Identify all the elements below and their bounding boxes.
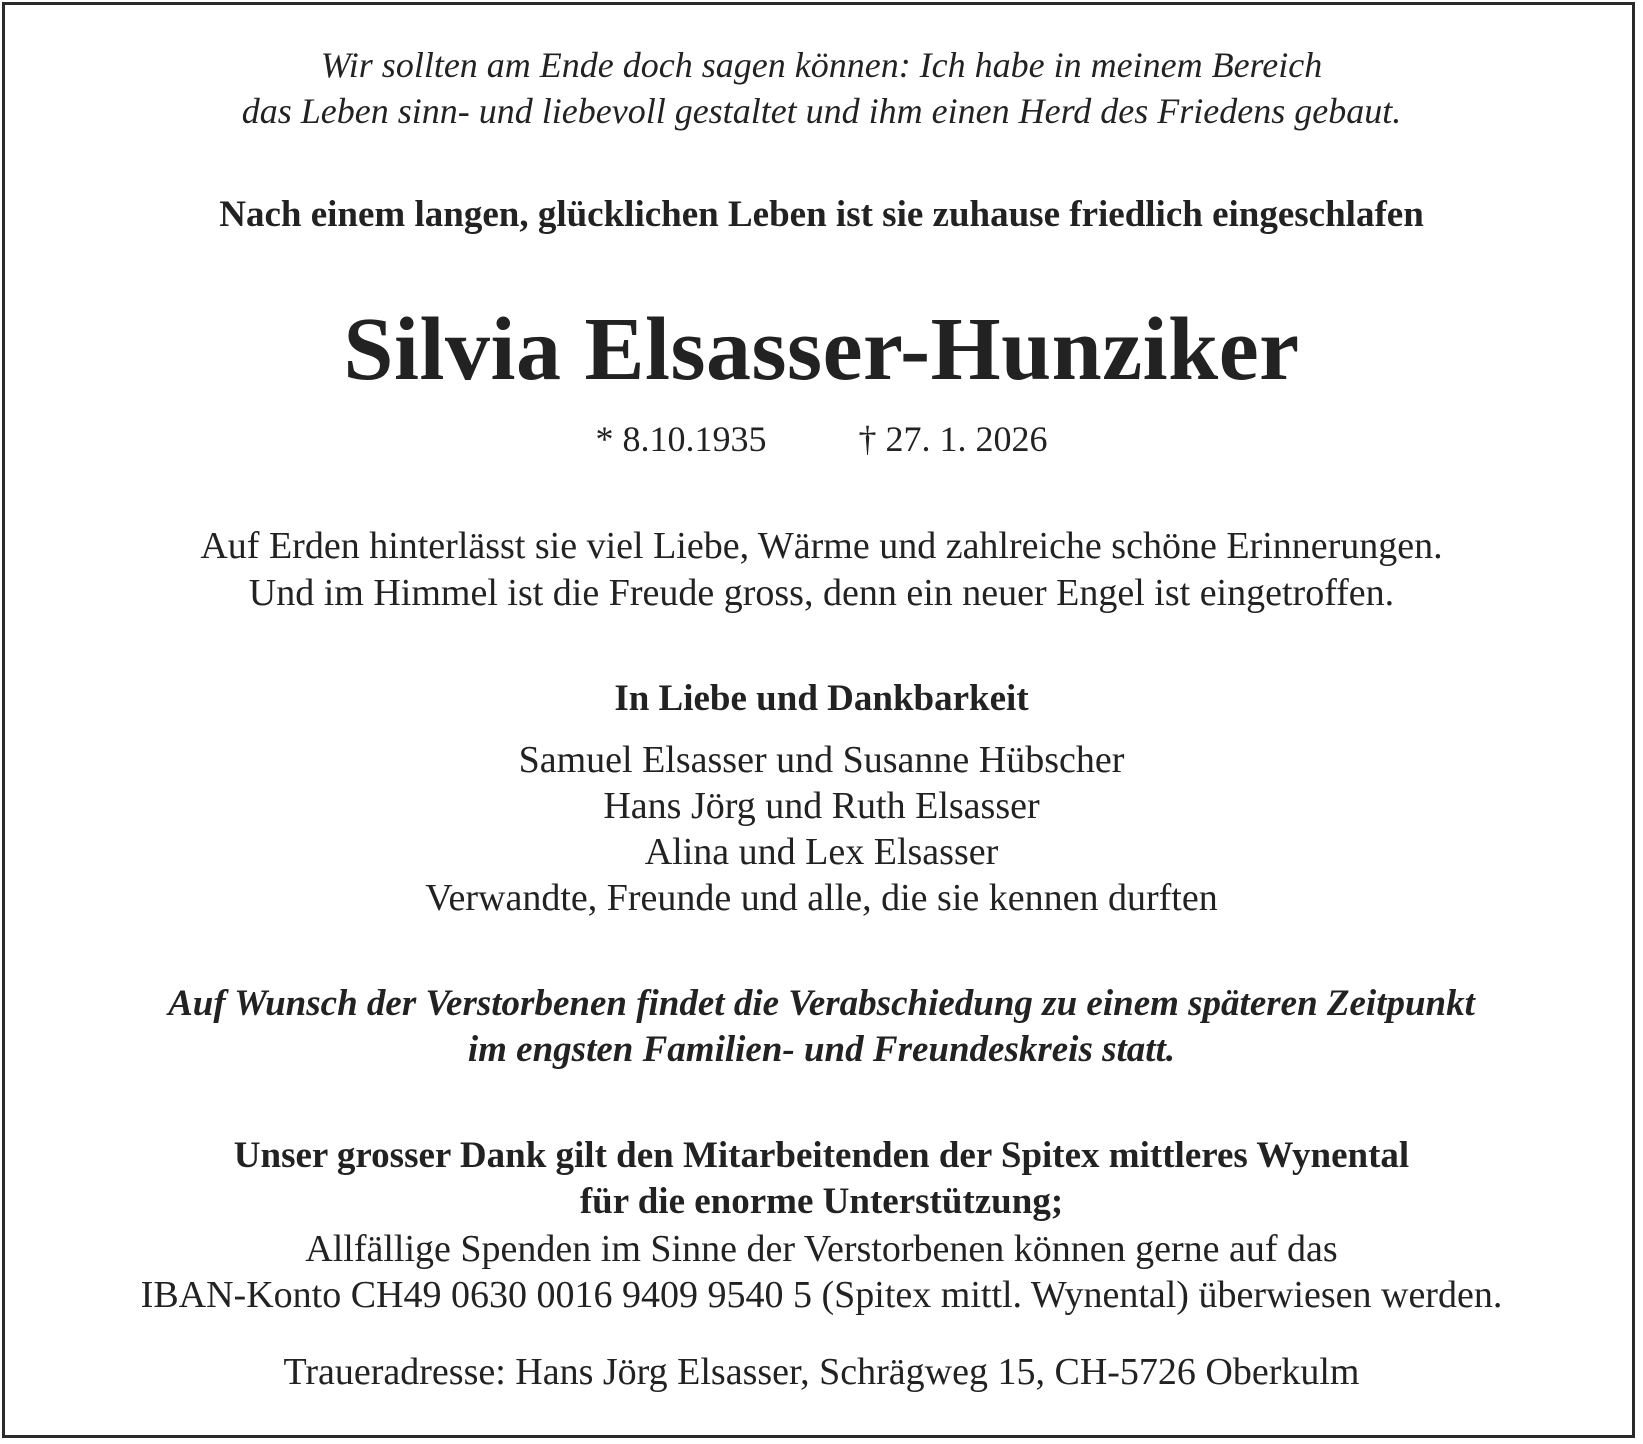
thanks-line-1: Unser grosser Dank gilt den Mitarbeitenden der Spitex mittleres Wynental [233, 1135, 1410, 1176]
tribute-line-2: Und im Himmel ist die Freude gross, denn ein neuer Engel ist eingetroffen. [248, 572, 1395, 614]
deceased-name: Silvia Elsasser-Hunziker [343, 300, 1300, 399]
ceremony-notice-line-1: Auf Wunsch der Verstorbenen findet die Verabschiedung zu einem späteren Zeitpunkt [168, 983, 1475, 1024]
ceremony-notice-line-2: im engsten Familien- und Freundeskreis statt. [467, 1029, 1176, 1070]
mourner-name: Alina und Lex Elsasser [644, 831, 999, 873]
mourning-address: Traueradresse: Hans Jörg Elsasser, Schrägweg 15, CH-5726 Oberkulm [283, 1351, 1360, 1393]
mourner-name: Hans Jörg und Ruth Elsasser [603, 785, 1040, 827]
donation-line-1: Allfällige Spenden im Sinne der Verstorbenen können gerne auf das [305, 1228, 1338, 1270]
thanks-line-2: für die enorme Unterstützung; [579, 1181, 1064, 1222]
mourner-name: Verwandte, Freunde und alle, die sie kennen durften [425, 877, 1218, 919]
mourner-name: Samuel Elsasser und Susanne Hübscher [518, 739, 1125, 781]
mourners-heading: In Liebe und Dankbarkeit [614, 678, 1029, 719]
tribute-line-1: Auf Erden hinterlässt sie viel Liebe, Wärme und zahlreiche schöne Erinnerungen. [200, 525, 1443, 567]
donation-line-2: IBAN-Konto CH49 0630 0016 9409 9540 5 (Spitex mittl. Wynental) überwiesen werden. [140, 1274, 1503, 1316]
life-dates [0, 418, 1643, 460]
motto-line-1: Wir sollten am Ende doch sagen können: Ich habe in meinem Bereich [320, 45, 1323, 85]
death-date: † 27. 1. 2026 [858, 419, 1048, 459]
motto-line-2: das Leben sinn- und liebevoll gestaltet und ihm einen Herd des Friedens gebaut. [241, 91, 1402, 131]
lead-sentence: Nach einem langen, glücklichen Leben ist sie zuhause friedlich eingeschlafen [219, 194, 1424, 235]
birth-date: * 8.10.1935 [595, 419, 767, 459]
